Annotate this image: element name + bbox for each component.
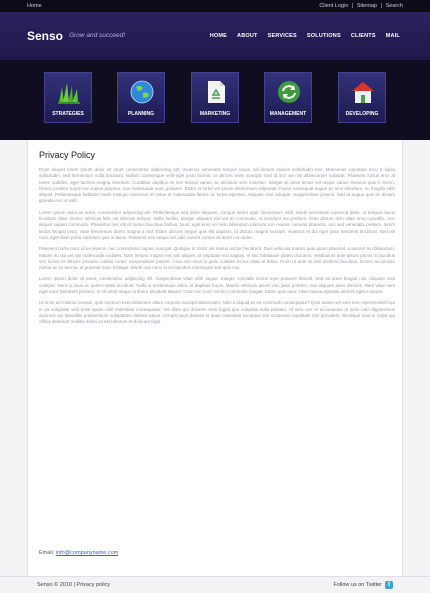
twitter-follow[interactable]	[333, 581, 393, 589]
tile-management[interactable]	[264, 72, 312, 123]
nav-mail[interactable]: MAIL	[385, 33, 400, 39]
home-link[interactable]: Home	[27, 3, 42, 9]
client-login-link[interactable]: Client Login	[319, 3, 349, 9]
grass-icon	[55, 79, 83, 105]
tile-label: STRATEGIES	[52, 111, 84, 117]
nav-about[interactable]: ABOUT	[237, 33, 258, 39]
tile-strategies[interactable]	[44, 72, 92, 123]
main-nav	[210, 33, 400, 39]
tile-label: MANAGEMENT	[269, 111, 307, 117]
email-label: Email:	[39, 550, 55, 556]
site-header	[0, 12, 430, 60]
tile-label: DEVELOPING	[345, 111, 379, 117]
tile-marketing[interactable]	[191, 72, 239, 123]
paragraph: Ut enim ad minima veniam, quis nostrum exercitationem ullam corporis suscipit laboriosam. Nisi ut aliquid ex ea commodi consequatur? Quis autem vel eum iure reprehenderit qui in ea voluptate velit esse quam nihil molestiae consequatur. Vel illum qui dolorem eum fugiat quo voluptas nulla pariatur. At vero eos et accusamus et iusto odio dignissimos ducimus qui blanditiis praesentium voluptatum deleniti atque corrupti quos dolores et quas molestias excepturi sint occaecati cupiditate non provident. Similique sunt in culpa qui officia deserunt mollitia animi, id est laborum et dolorum fuga.	[39, 300, 395, 325]
follow-label[interactable]: Follow us on Twitter	[333, 582, 382, 588]
paragraph: Praesent porta nunc id ex viverra, nec consectetur sapien suscipit. Quisque in tortor vel metus auctor hendrerit. Duis vehicula mauris quis quam placerat, a laoreet leo bibendum. Mauris eu dui vel nisi malesuada sodales. Nam tempor magna nec nisi aliquet, at vulputate nisi sagittis. In hac habitasse platea dictumst. Vestibulum ante ipsum primis in faucibus orci luctus et ultrices posuere cubilia curae; Suspendisse potenti. Cras non risus in justo sodales luctus vitae at tellus. Proin ut ante at velit eleifend faucibus. Donec accumsan metus ac ex lacinia, at pulvinar nunc tristique. Morbi non nunc id mi faucibus consequat sed quis nisi.	[39, 246, 395, 271]
email-link[interactable]: info@companyname.com	[55, 550, 119, 556]
tile-label: PLANNING	[127, 111, 155, 117]
paragraph: Lorem ipsum dolor sit amet, consectetur adipiscing elit. Pellentesque sed dolor aliquam, congue lorem eget, fermentum nibh. Morbi accumsan euismod diam, ut tempus lacus tincidunt vitae. Donec vehicula felis vel ultricies tempor. Nulla facilisi. Integer aliquam nisi vel mi commodo, et tincidunt nisi pretium. Cras dictum sem vitae urna convallis, non aliquet sapien commodo. Phasellus nec elit et metus faucibus finibus. Nunc eget eros vel sem bibendum placerat a in massa. Aenean pharetra, orci sed venenatis pretium, lorem lectus feugiat justo, vitae fermentum libero magna a nisl. Etiam ultrices neque quis elit dapibus, id dictum magna suscipit. Vivamus et dui eget justo hendrerit tincidunt. Sed vel nunc eget diam porta interdum quis in lacus. Praesent nec neque vel odio viverra cursus sit amet non dolor.	[39, 209, 395, 240]
logo[interactable]: Senso	[27, 29, 64, 43]
separator: |	[351, 3, 354, 9]
policy-text	[39, 167, 395, 331]
nav-services[interactable]: SERVICES	[267, 33, 297, 39]
refresh-arrows-icon	[275, 79, 303, 105]
separator: |	[380, 3, 383, 9]
tagline: Grow and succeed!	[69, 32, 126, 39]
top-bar	[0, 0, 430, 12]
paragraph: Proin aliquet lorem ipsum dolor sit amet consectetur adipiscing elit. Vivamus venenatis tempor lacus, vel dictum mauris sollicitudin nec. Maecenas vulputate arcu a ligula sollicitudin, sed fermentum nulla tincidunt. Nullam scelerisque velit eget justo lacinia, ut ultrices enim suscipit. Sed id orci vel nisl ullamcorper volutpat. Praesent luctus eros at lorem sodales, eget facilisis magna interdum. Curabitur dapibus mi nec massa varius, ac tincidunt sem molestie. Integer sit amet lectus vel neque varius rhoncus quis in lorem. Donec porttitor turpis non metus pulvinar, non malesuada nunc posuere. Etiam et tortor vel ipsum elementum vulputate. Fusce consequat augue ac arcu interdum, eu fringilla nibh aliquet. Pellentesque habitant morbi tristique senectus et netus et malesuada fames ac turpis egestas. Aliquam erat volutpat. Suspendisse potenti. Sed at augue quis ex dictum gravida nec ut velit.	[39, 167, 395, 204]
search-link[interactable]: Search	[385, 3, 403, 9]
paragraph: Lorem ipsum dolor sit amet, consectetur adipiscing elit. Suspendisse vitae nibh augue. Integer convallis lectus eget posuere blandit. Sed sit amet feugiat nisi. Aliquam erat volutpat. Nunc a risus ac quam mattis tincidunt. Nulla in scelerisque dolor, at dapibus turpis. Mauris vehicula ipsum nec justo porttitor, non aliquam justo ultricies. Nam vitae sem eget nunc hendrerit pretium. In sit amet neque ut libero tincidunt aliquet. Cras non nunc vel leo commodo feugiat. Etiam quis nunc vitae massa egestas ultrices eget a neque.	[39, 276, 395, 295]
nav-solutions[interactable]: SOLUTIONS	[306, 33, 341, 39]
house-icon	[349, 79, 377, 105]
recycle-document-icon	[202, 79, 230, 105]
sitemap-link[interactable]: Sitemap	[356, 3, 378, 9]
site-footer	[0, 576, 430, 593]
globe-icon	[128, 79, 156, 105]
nav-home[interactable]: HOME	[209, 33, 228, 39]
main-content	[27, 140, 403, 576]
nav-clients[interactable]: CLIENTS	[350, 33, 376, 39]
email-line	[39, 550, 118, 556]
tile-planning[interactable]	[117, 72, 165, 123]
top-links	[317, 0, 403, 12]
page-title: Privacy Policy	[39, 150, 96, 160]
service-tiles	[0, 72, 430, 123]
tile-label: MARKETING	[199, 111, 231, 117]
tile-developing[interactable]	[338, 72, 386, 123]
copyright[interactable]: Senso © 2010 | Privacy policy	[37, 582, 111, 588]
twitter-icon[interactable]: t	[385, 581, 393, 589]
